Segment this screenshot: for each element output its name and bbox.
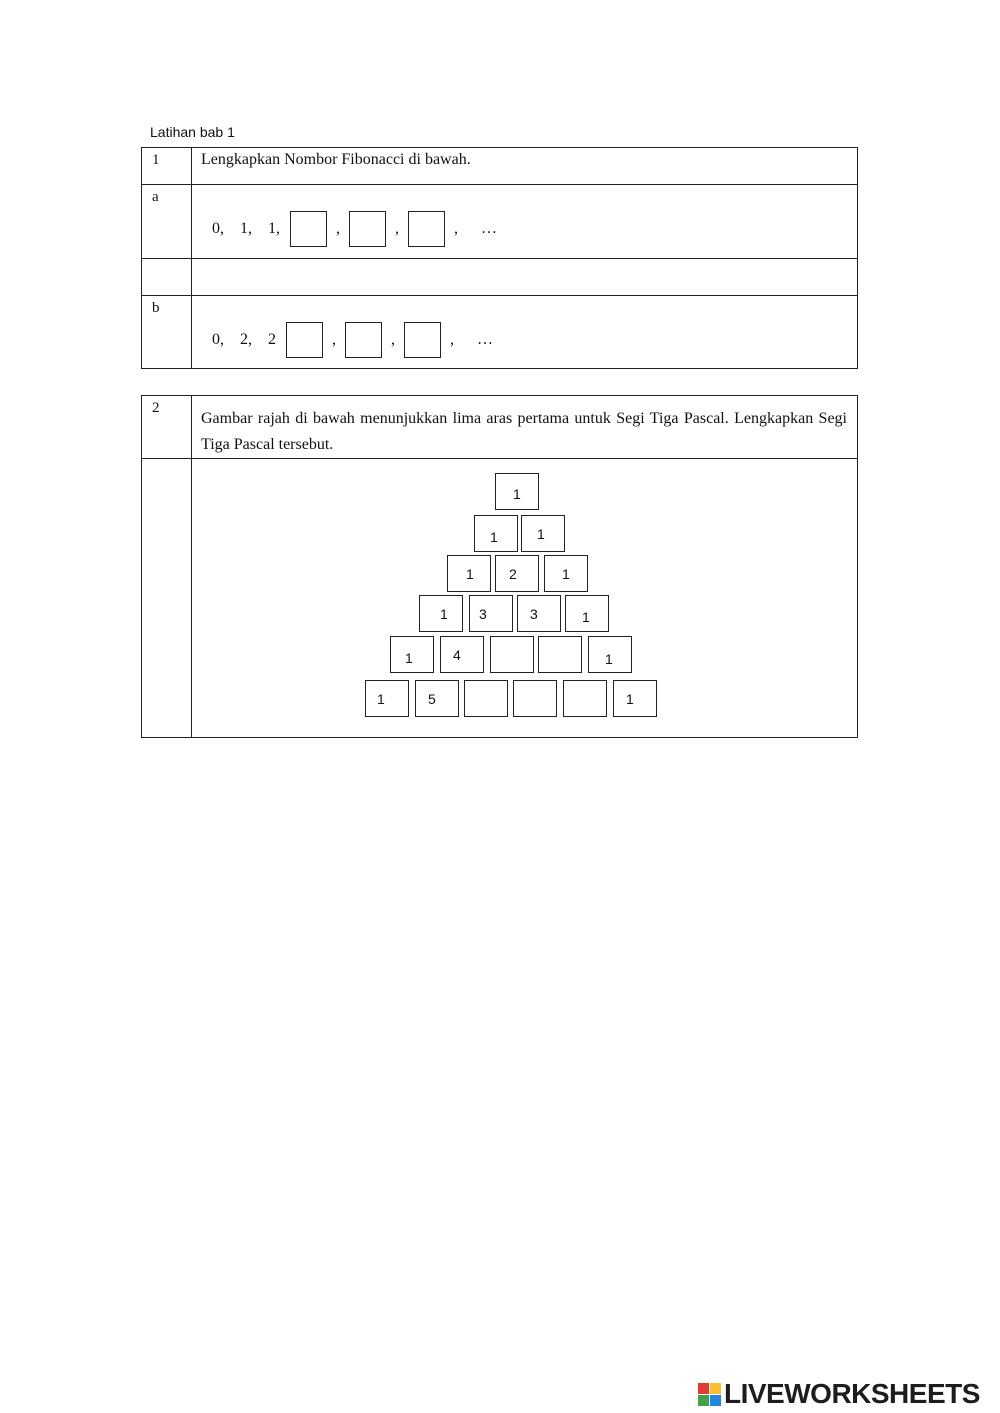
fibonacci-sequence-b [212, 322, 493, 358]
fibonacci-b-answer-2[interactable] [345, 322, 382, 358]
pascal-cell [588, 636, 632, 673]
pascal-answer-box-2[interactable] [538, 636, 582, 673]
pascal-cell-value: 2 [509, 566, 517, 582]
q2-header-row [141, 395, 858, 459]
pascal-cell-value: 3 [479, 606, 487, 622]
fibonacci-a-answer-3[interactable] [408, 211, 445, 247]
pascal-cell [419, 595, 463, 632]
liveworksheets-logo-icon [698, 1383, 721, 1406]
separator: , [450, 331, 454, 348]
pascal-cell [474, 515, 518, 552]
pascal-cell-value: 1 [626, 691, 634, 707]
pascal-cell [415, 680, 459, 717]
pascal-cell [447, 555, 491, 592]
q1-instruction: Lengkapkan Nombor Fibonacci di bawah. [201, 151, 471, 168]
pascal-cell-value: 1 [490, 529, 498, 545]
pascal-cell [440, 636, 484, 673]
logo-square [698, 1395, 709, 1406]
pascal-cell-value: 1 [605, 651, 613, 667]
sequence-term: 1, [240, 220, 252, 237]
pascal-cell [469, 595, 513, 632]
pascal-cell-value: 4 [453, 647, 461, 663]
question-2-table [141, 395, 858, 738]
q1-spacer-row [141, 259, 858, 296]
pascal-cell-value: 1 [513, 486, 521, 502]
pascal-cell [613, 680, 657, 717]
logo-square [710, 1383, 721, 1394]
pascal-cell-value: 1 [582, 609, 590, 625]
q1a-label: a [142, 185, 192, 258]
pascal-answer-box-4[interactable] [513, 680, 557, 717]
pascal-cell-value: 5 [428, 691, 436, 707]
pascal-triangle [192, 459, 857, 737]
logo-square [698, 1383, 709, 1394]
pascal-answer-box-3[interactable] [464, 680, 508, 717]
q1a-row [141, 185, 858, 259]
pascal-cell [495, 555, 539, 592]
separator: , [336, 220, 340, 237]
sequence-term: 2 [268, 331, 276, 348]
fibonacci-a-answer-2[interactable] [349, 211, 386, 247]
separator: , [332, 331, 336, 348]
sequence-term: 1, [268, 220, 280, 237]
pascal-cell-value: 1 [377, 691, 385, 707]
q1b-label: b [142, 296, 192, 368]
pascal-answer-box-5[interactable] [563, 680, 607, 717]
worksheet-heading: Latihan bab 1 [150, 124, 235, 140]
separator: , [454, 220, 458, 237]
fibonacci-a-answer-1[interactable] [290, 211, 327, 247]
separator: , [395, 220, 399, 237]
q2-instruction: Gambar rajah di bawah menunjukkan lima aras pertama untuk Segi Tiga Pascal. Lengkapkan Segi Tiga Pascal tersebut. [201, 410, 847, 453]
q2-number: 2 [142, 396, 192, 458]
pascal-cell [365, 680, 409, 717]
fibonacci-b-answer-1[interactable] [286, 322, 323, 358]
pascal-cell-value: 1 [537, 526, 545, 542]
separator: , [391, 331, 395, 348]
q1b-row [141, 296, 858, 369]
pascal-cell-value: 1 [562, 566, 570, 582]
fibonacci-sequence-a [212, 211, 497, 247]
pascal-cell [517, 595, 561, 632]
pascal-cell [544, 555, 588, 592]
liveworksheets-logo [698, 1378, 980, 1410]
pascal-answer-box-1[interactable] [490, 636, 534, 673]
q2-triangle-row [141, 459, 858, 738]
sequence-term: 0, [212, 331, 224, 348]
pascal-cell-value: 1 [440, 606, 448, 622]
ellipsis: … [481, 220, 497, 237]
pascal-cell [495, 473, 539, 510]
pascal-cell [565, 595, 609, 632]
question-1-table [141, 147, 858, 369]
pascal-cell [390, 636, 434, 673]
pascal-cell-value: 1 [466, 566, 474, 582]
logo-text: LIVEWORKSHEETS [724, 1378, 980, 1409]
pascal-cell-value: 3 [530, 606, 538, 622]
pascal-cell [521, 515, 565, 552]
q1-header-row [141, 147, 858, 185]
sequence-term: 2, [240, 331, 252, 348]
pascal-cell-value: 1 [405, 650, 413, 666]
q1-number: 1 [142, 148, 192, 184]
sequence-term: 0, [212, 220, 224, 237]
logo-square [710, 1395, 721, 1406]
fibonacci-b-answer-3[interactable] [404, 322, 441, 358]
ellipsis: … [477, 331, 493, 348]
